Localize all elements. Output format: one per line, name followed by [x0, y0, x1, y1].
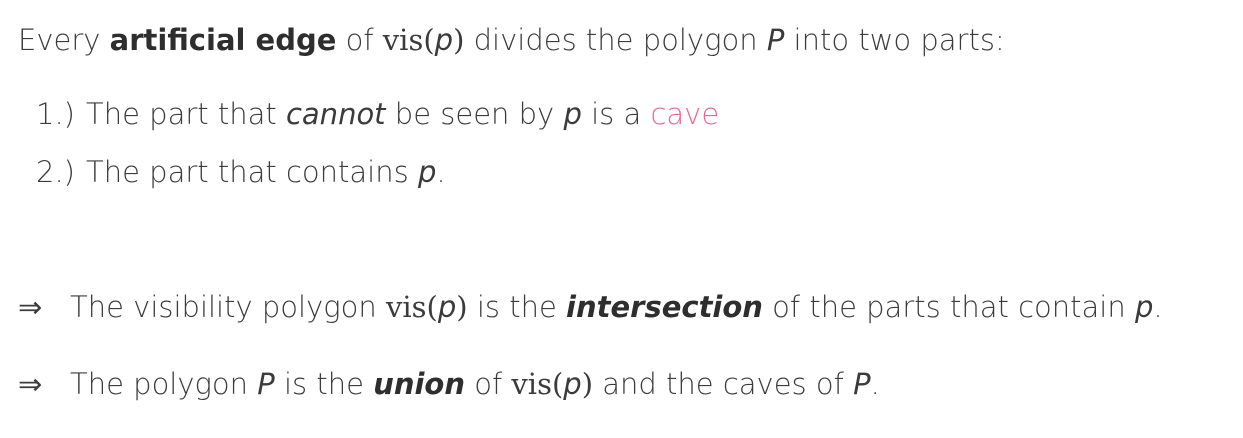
intro-text: Every [18, 23, 110, 57]
vis-p-math: vis(p) [511, 367, 594, 401]
list-number: 1.) [36, 97, 75, 131]
cave-term: cave [650, 97, 720, 131]
intro-sentence [18, 23, 1005, 57]
implies-arrow-icon: ⇒ [18, 290, 43, 324]
conclusion-intersection: ⇒ The visibility polygon vis(p) is the intersection of the parts that contain p. [18, 290, 1163, 324]
polygon-variable: P [257, 367, 275, 401]
list-item: 2.) The part that contains p. [36, 155, 446, 189]
point-variable: p [417, 155, 437, 189]
vis-p-math: vis(p) [382, 23, 465, 57]
polygon-variable: P [766, 23, 785, 57]
implies-arrow-icon: ⇒ [18, 367, 43, 401]
intro-text: of [336, 23, 383, 57]
list-number: 2.) [36, 155, 75, 189]
point-variable: p [1134, 290, 1154, 324]
conclusion-union: ⇒ The polygon P is the union of vis(p) and the caves of P. [18, 367, 880, 401]
artificial-edge-term: artificial edge [109, 23, 337, 57]
emphasis-cannot: cannot [285, 97, 386, 131]
intro-text: into two parts: [784, 23, 1005, 57]
intro-text: divides the polygon [464, 23, 767, 57]
intersection-term: intersection [566, 290, 763, 324]
vis-p-math: vis(p) [385, 290, 468, 324]
union-term: union [373, 367, 466, 401]
polygon-variable: P [853, 367, 871, 401]
point-variable: p [563, 97, 582, 131]
list-item: 1.) The part that cannot be seen by p is a cave [36, 97, 720, 131]
